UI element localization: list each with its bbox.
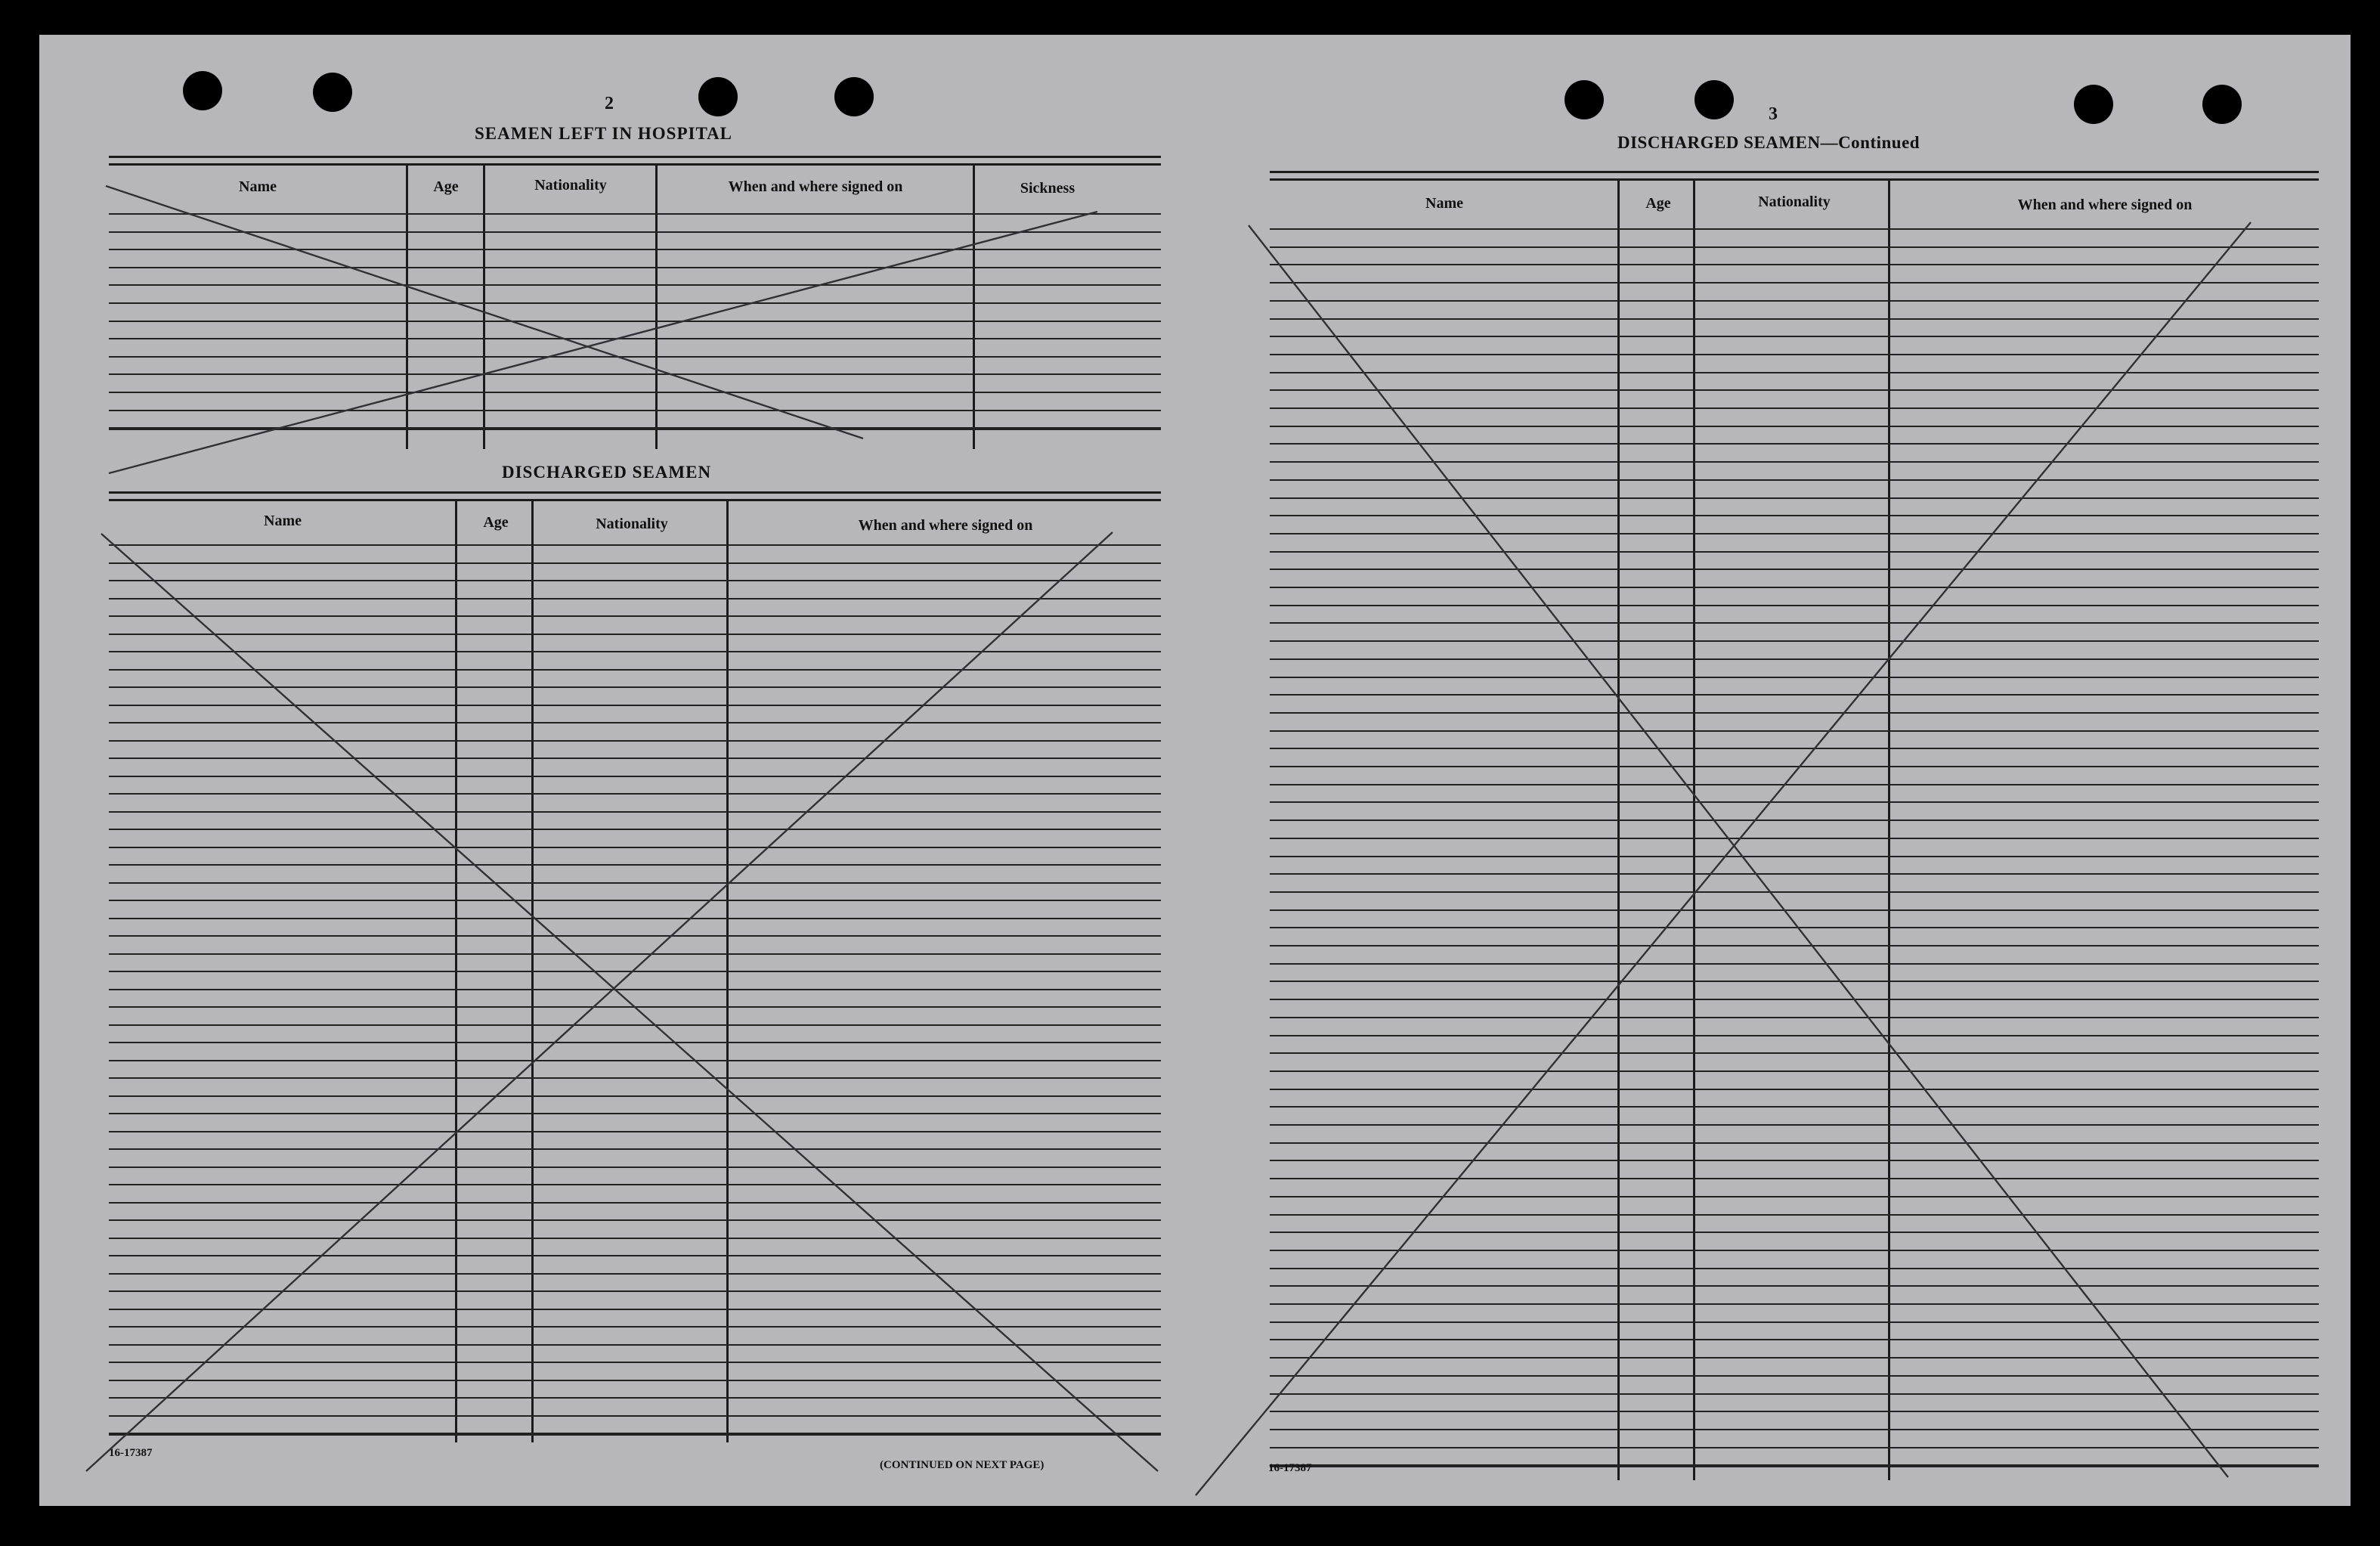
form-sheet — [39, 35, 2351, 1506]
hospital-col-age: Age — [433, 178, 459, 195]
hospital-col-when-where: When and where signed on — [728, 178, 903, 195]
continued-col-when-where: When and where signed on — [2017, 197, 2193, 213]
cross-stroke — [106, 186, 863, 438]
discharged-section-title: DISCHARGED SEAMEN — [502, 463, 712, 482]
hospital-col-nationality: Nationality — [534, 177, 607, 194]
discharged-col-when-where: When and where signed on — [858, 517, 1033, 534]
form-number: 16-17387 — [1268, 1462, 1312, 1474]
continued-col-nationality: Nationality — [1758, 194, 1831, 210]
page-number: 2 — [605, 94, 614, 113]
discharged-continued-title: DISCHARGED SEAMEN—Continued — [1617, 133, 1920, 152]
cancellation-cross-marks — [39, 35, 2351, 1506]
discharged-col-age: Age — [483, 514, 509, 531]
cross-stroke — [1249, 225, 2228, 1477]
page-number: 3 — [1769, 104, 1778, 124]
discharged-col-nationality: Nationality — [596, 516, 668, 532]
continued-col-age: Age — [1645, 195, 1671, 212]
cross-stroke — [109, 212, 1097, 473]
cross-stroke — [101, 534, 1158, 1471]
continued-note: (CONTINUED ON NEXT PAGE) — [880, 1459, 1045, 1471]
hospital-col-sickness: Sickness — [1020, 180, 1075, 197]
discharged-col-name: Name — [264, 513, 302, 529]
hospital-col-name: Name — [239, 178, 277, 195]
continued-col-name: Name — [1425, 195, 1463, 212]
cross-stroke — [86, 532, 1113, 1471]
form-number: 16-17387 — [109, 1447, 153, 1459]
hospital-section-title: SEAMEN LEFT IN HOSPITAL — [475, 124, 733, 143]
